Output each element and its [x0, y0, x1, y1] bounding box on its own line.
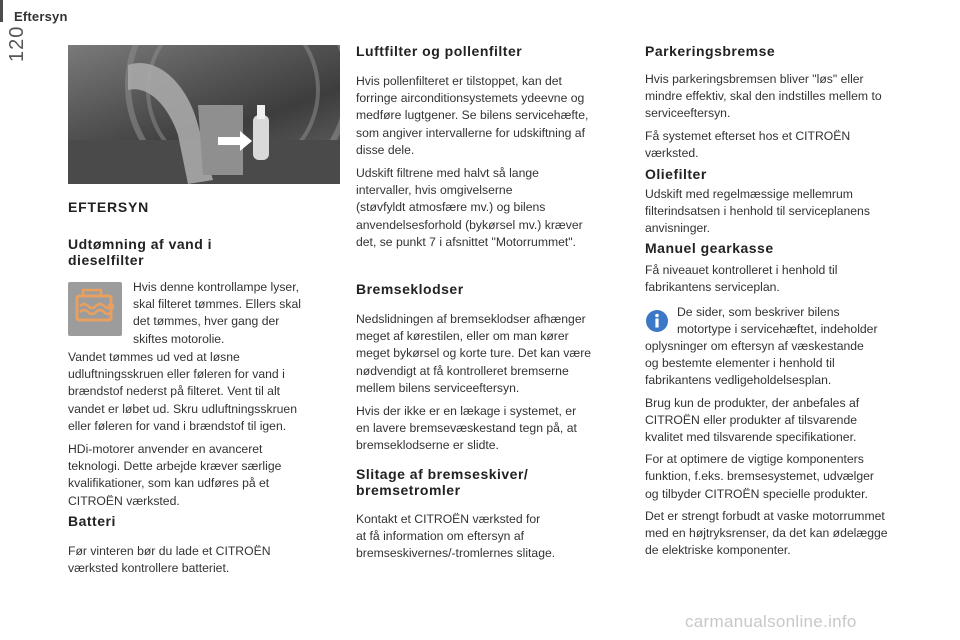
info-text-p1-line5: fabrikantens vedligeholdelsesplan.: [645, 373, 832, 388]
air-text-p1-line5: disse dele.: [356, 142, 415, 157]
parking-text-p1-line1: Hvis parkeringsbremsen bliver "løs" eller: [645, 72, 864, 86]
brakes-text-p2-line3: bremseklodserne er slidte.: [356, 438, 499, 453]
oil-text-line1: Udskift med regelmæssige mellemrum: [645, 187, 853, 201]
parking-text-p1-line3: serviceeftersyn.: [645, 106, 731, 121]
battery-text-line2: værksted kontrollere batteriet.: [68, 561, 230, 576]
brakes-text-p1-line5: mellem bilens serviceeftersyn.: [356, 380, 520, 395]
header-accent-bar: [0, 0, 3, 22]
brakes-text-p2-line1: Hvis der ikke er en lækage i systemet, er: [356, 404, 577, 419]
heading-air-pollen-filter: Luftfilter og pollenfilter: [356, 43, 523, 59]
heading-discs-drums-line2: bremsetromler: [356, 482, 461, 498]
water-text-p2-line4: vandet er løbet ud. Skru udluftningsskruen: [68, 401, 297, 416]
info-text-p1-line3: oplysninger om eftersyn af væskestande: [645, 339, 864, 353]
info-text-p1-line1: De sider, som beskriver bilens: [677, 305, 840, 319]
parking-text-p2-line2: værksted.: [645, 145, 699, 160]
air-text-p2-line1: Udskift filtrene med halvt så lange: [356, 166, 539, 181]
water-text-p1-line3: det tømmes, hver gang der: [133, 314, 280, 329]
air-text-p2-line5: det, se punkt 7 i afsnittet "Motorrummet".: [356, 234, 576, 249]
brakes-text-p2-line2: en lavere bremsevæskestand tegn på, at: [356, 421, 577, 436]
air-text-p1-line1: Hvis pollenfilteret er tilstoppet, kan det: [356, 74, 562, 88]
brakes-text-p1-line1: Nedslidningen af bremseklodser afhænger: [356, 312, 586, 326]
info-text-p1-line4: og bestemte elementer i henhold til: [645, 356, 835, 371]
parking-text-p1-line2: mindre effektiv, skal den indstilles mellem to: [645, 89, 882, 104]
heading-battery: Batteri: [68, 513, 116, 529]
discs-text-line3: bremseskivernes/-tromlernes slitage.: [356, 546, 556, 561]
info-text-p2-line1: Brug kun de produkter, der anbefales af: [645, 395, 860, 410]
heading-manual-gearbox: Manuel gearkasse: [645, 240, 774, 256]
heading-parking-brake: Parkeringsbremse: [645, 43, 776, 59]
air-text-p2-line3: (støvfyldt atmosfære mv.) og bilens: [356, 200, 546, 215]
brakes-text-p1-line4: nødvendigt at få kontrolleret bremserne: [356, 363, 569, 378]
discs-text-line2: at få information om eftersyn af: [356, 529, 524, 544]
water-text-p3-line4: CITROËN værksted.: [68, 493, 180, 508]
watermark: carmanualsonline.info: [685, 612, 857, 631]
water-text-p2-line5: eller føleren for vand i brændstof til igen.: [68, 418, 287, 433]
info-text-p2-line2: CITROËN eller produkter af tilsvarende: [645, 412, 858, 427]
info-icon: [645, 309, 669, 333]
info-text-p3-line3: og tilbyder CITROËN specielle produkter.: [645, 486, 868, 501]
oil-text-line3: anvisninger.: [645, 221, 711, 236]
gearbox-text-line1: Få niveauet kontrolleret i henhold til: [645, 263, 838, 277]
brakes-text-p1-line2: meget af kørestilen, eller om man kører: [356, 329, 569, 344]
water-text-p3-line3: kvalifikationer, som kan udføres på et: [68, 476, 270, 491]
info-text-p4-line3: de elektriske komponenter.: [645, 543, 791, 558]
info-text-p4-line1: Det er strengt forbudt at vaske motorrummet: [645, 508, 885, 523]
water-in-diesel-warning-icon: [68, 282, 122, 336]
water-text-p2-line2: udluftningsskruen eller føleren for vand i: [68, 367, 285, 382]
engine-filter-illustration: [68, 45, 340, 184]
heading-discs-drums-line1: Slitage af bremseskiver/: [356, 466, 529, 482]
air-text-p1-line4: som angiver intervallerne for udskiftning af: [356, 125, 585, 140]
section-title-eftersyn: EFTERSYN: [68, 199, 150, 215]
info-text-p4-line2: med en højtryksrenser, da det kan ødelægge: [645, 526, 888, 541]
water-text-p3-line1: HDi-motorer anvender en avanceret: [68, 442, 263, 457]
heading-brake-pads: Bremseklodser: [356, 281, 464, 297]
discs-text-line1: Kontakt et CITROËN værksted for: [356, 512, 541, 526]
page-number: 120: [6, 25, 28, 62]
air-text-p1-line3: medføre lugtgener. Se bilens servicehæfte,: [356, 108, 589, 123]
air-text-p2-line4: anvendelsesforhold (bykørsel mv.) kræver: [356, 217, 583, 232]
engine-filter-photo: [68, 45, 340, 184]
heading-water-in-diesel-line2: dieselfilter: [68, 252, 145, 268]
gearbox-text-line2: fabrikantens serviceplan.: [645, 280, 780, 295]
brakes-text-p1-line3: meget bykørsel og korte ture. Det kan være: [356, 346, 592, 361]
info-text-p1-line2: motortype i servicehæftet, indeholder: [677, 322, 878, 337]
water-text-p2-line1: Vandet tømmes ud ved at løsne: [68, 350, 240, 364]
page-header-title: Eftersyn: [14, 9, 68, 24]
heading-water-in-diesel-line1: Udtømning af vand i: [68, 236, 213, 252]
water-text-p1-line4: skiftes motorolie.: [133, 331, 225, 346]
water-text-p3-line2: teknologi. Dette arbejde kræver særlige: [68, 459, 282, 474]
water-text-p1-line2: skal filteret tømmes. Ellers skal: [133, 297, 301, 312]
heading-oil-filter: Oliefilter: [645, 166, 707, 182]
water-text-p1-line1: Hvis denne kontrollampe lyser,: [133, 280, 299, 294]
parking-text-p2-line1: Få systemet efterset hos et CITROËN: [645, 128, 851, 143]
air-text-p2-line2: intervaller, hvis omgivelserne: [356, 183, 513, 198]
oil-text-line2: filterindsatsen i henhold til serviceplanens: [645, 204, 870, 219]
air-text-p1-line2: forringe airconditionsystemets ydeevne og: [356, 91, 585, 106]
water-text-p2-line3: brændstof nederst på filteret. Vent til alt: [68, 384, 281, 399]
info-text-p2-line3: kvalitet med tilsvarende specifikationer.: [645, 430, 857, 445]
info-text-p3-line2: funktion, f.eks. bremsesystemet, udvælger: [645, 469, 874, 484]
battery-text-line1: Før vinteren bør du lade et CITROËN: [68, 544, 271, 558]
info-text-p3-line1: For at optimere de vigtige komponenters: [645, 452, 864, 467]
